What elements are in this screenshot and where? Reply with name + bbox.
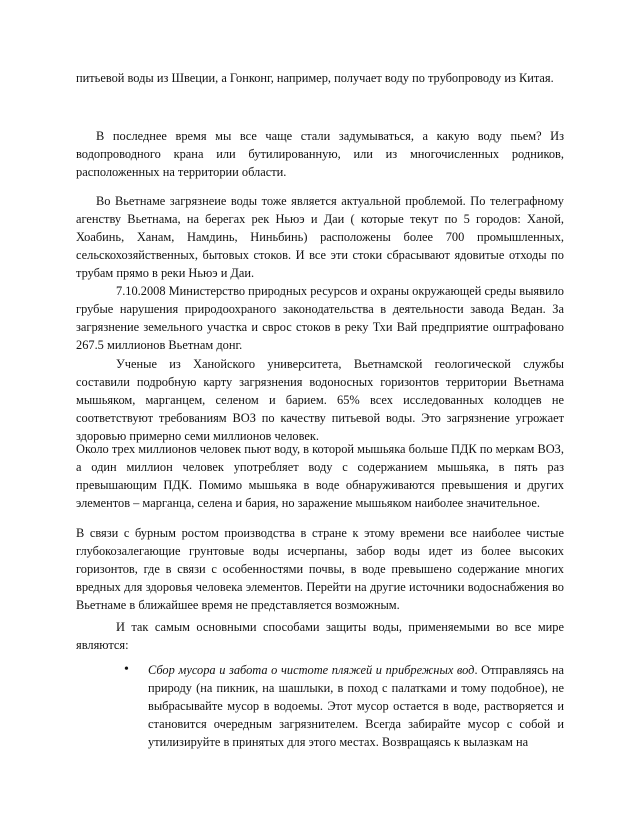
paragraph-4: 7.10.2008 Министерство природных ресурсов и охраны окружающей среды выявило грубые нарушения природоохраного законодательства в деятельности завода Ведан. За загрязнение земельного участка и сврос стоков в реку Тхи Вай предприятие оштрафовано 267.5 миллионов Вьетнам донг. <box>76 284 564 352</box>
list-item <box>148 661 564 751</box>
paragraph-2: В последнее время мы все чаще стали задумываться, а какую воду пьем? Из водопроводного крана или бутилированную, или из многочисленных родников, расположенных на территории области. <box>76 129 564 179</box>
paragraph-8: И так самым основными способами защиты воды, применяемыми во все мире являются: <box>76 620 564 652</box>
paragraph-1: питьевой воды из Швеции, а Гонконг, например, получает воду по трубопроводу из Китая. <box>76 71 554 85</box>
bullet-icon: • <box>124 662 129 677</box>
list-item-text: . Отправляясь на природу (на пикник, на шашлыки, в поход с палатками и тому подобное), не выбрасывайте мусор в водоемы. Этот мусор остается в воде, растворяется и становится очередным загрязнителем. Всегда забирайте мусор с собой и утилизируйте в принятых для этого местах. Возвращаясь к вылазкам на <box>148 663 564 749</box>
paragraph-3: Во Вьетнаме загрязнеие воды тоже является актуальной проблемой. По телеграфному агенству Вьетнама, на берегах рек Ньюэ и Даи ( которые текут по 5 городов: Ханой, Хоабинь, Ханам, Намдинь, Ниньбинь) расположены более 700 промышленных, сельскохозяйственных, бытовых стоков. И все эти стоки сбрасывают ядовитые отходы по трубам прямо в реки Ньюэ и Даи. <box>76 194 564 280</box>
paragraph-5: Ученые из Ханойского университета, Вьетнамской геологической службы составили подробную карту загрязнения водоносных горизонтов территории Вьетнама мышьяком, марганцем, селеном и барием. 65% всех исследованных колодцев не соответствуют требованиям ВОЗ по качеству питьевой воды. Это загрязнение угрожает здоровью примерно семи миллионов человек. <box>76 357 564 443</box>
list-item-emphasis: Сбор мусора и забота о чистоте пляжей и прибрежных вод <box>148 663 475 677</box>
paragraph-6: Около трех миллионов человек пьют воду, в которой мышьяка больше ПДК по меркам ВОЗ, а один миллион человек употребляет воду с содержанием мышьяка, в пять раз превышающим ПДК. Помимо мышьяка в воде обнаруживаются превышения и других элементов – марганца, селена и бария, но заражение мышьяком наиболее значительное. <box>76 442 564 510</box>
paragraph-7: В связи с бурным ростом производства в стране к этому времени все наиболее чистые глубокозалегающие грунтовые воды исчерпаны, забор воды идет из более высоких горизонтов, где в связи с особенностями почвы, в воде превышено содержание многих вредных для здоровья человека элементов. Перейти на другие источники водоснабжения во Вьетнаме в ближайшее время не представляется возможным. <box>76 526 564 612</box>
